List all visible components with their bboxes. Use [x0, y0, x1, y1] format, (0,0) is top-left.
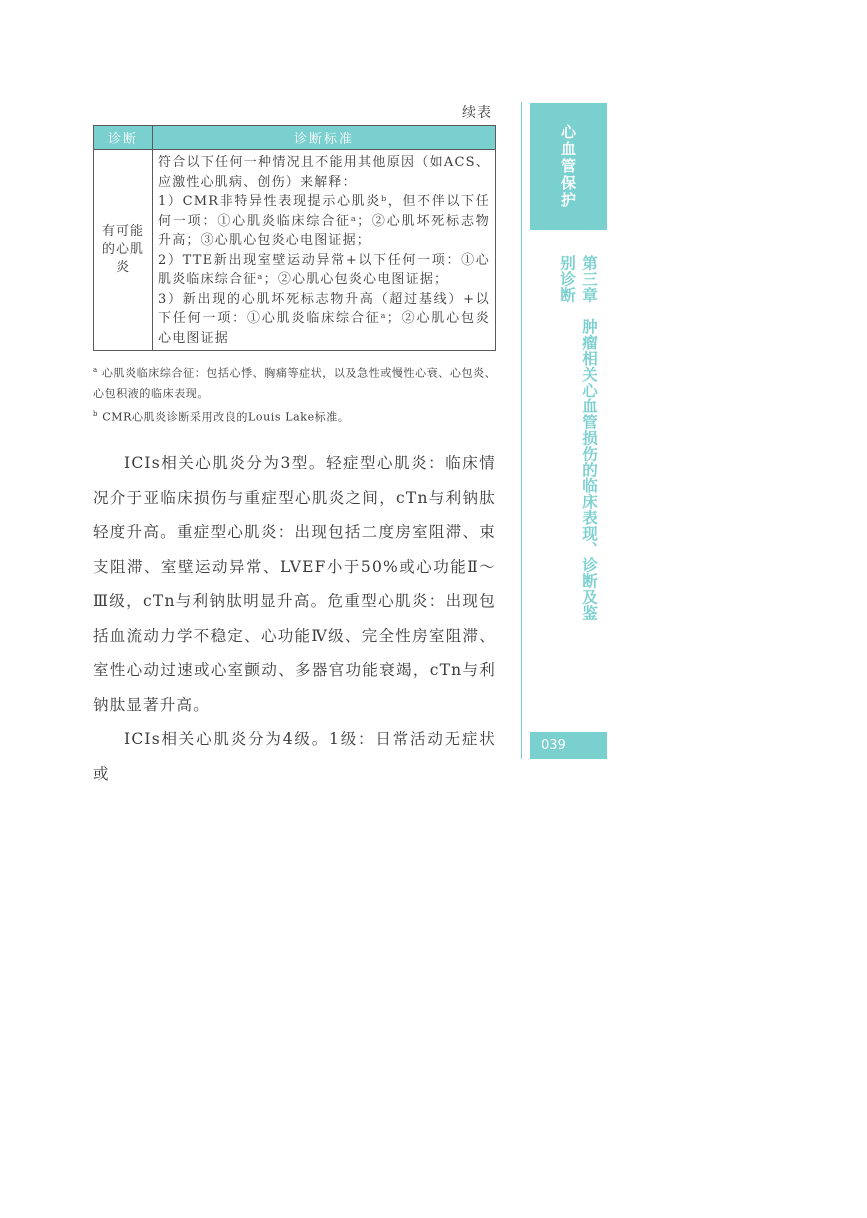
header-diagnosis: 诊断 — [94, 126, 153, 150]
criteria-item-1: 1）CMR非特异性表现提示心肌炎ᵇ，但不伴以下任何一项：①心肌炎临床综合征ᵃ；②心肌坏死标志物升高；③心肌心包炎心电图证据； — [158, 194, 490, 248]
footnote-b-marker: b — [93, 409, 99, 418]
chapter-title-text: 第三章 肿瘤相关心血管损伤的临床表现、诊断及鉴别诊断 — [558, 255, 598, 621]
section-tab — [530, 103, 607, 230]
page-number: 039 — [530, 732, 607, 759]
section-tab-label: 心血管保护 — [559, 124, 577, 209]
table-header-row — [94, 126, 496, 150]
chapter-title — [556, 255, 598, 635]
footnote-b-text: CMR心肌炎诊断采用改良的Louis Lake标准。 — [102, 410, 350, 424]
criteria-intro: 符合以下任何一种情况且不能用其他原因（如ACS、应激性心肌病、创伤）来解释： — [158, 155, 490, 190]
footnote-a — [93, 360, 498, 404]
row-category-cell — [94, 150, 153, 351]
body-text — [93, 446, 496, 791]
table-footnotes — [93, 360, 498, 427]
table-row — [94, 150, 496, 351]
diagnosis-table — [93, 125, 496, 351]
criteria-item-2: 2）TTE新出现室壁运动异常+以下任何一项：①心肌炎临床综合征ᵃ；②心肌心包炎心电图证据； — [158, 252, 490, 287]
footnote-a-marker: a — [93, 366, 98, 374]
continued-table-label: 续表 — [462, 105, 492, 121]
paragraph-myocarditis-grades: ICIs相关心肌炎分为4级。1级：日常活动无症状或 — [93, 730, 496, 783]
margin-divider — [521, 102, 522, 759]
paragraph-myocarditis-types: ICIs相关心肌炎分为3型。轻症型心肌炎：临床情况介于亚临床损伤与重症型心肌炎之间，cTn与利钠肽轻度升高。重症型心肌炎：出现包括二度房室阻滞、束支阻滞、室壁运动异常、LVEF小于50%或心功能Ⅱ～Ⅲ级，cTn与利钠肽明显升高。危重型心肌炎：出现包括血流动力学不稳定、心功能Ⅳ级、完全性房室阻滞、室性心动过速或心室颤动、多器官功能衰竭，cTn与利钠肽显著升高。 — [93, 454, 496, 714]
row-category: 有可能的心肌炎 — [101, 224, 144, 275]
row-criteria-cell — [153, 150, 496, 351]
footnote-a-text: 心肌炎临床综合征：包括心悸、胸痛等症状，以及急性或慢性心衰、心包炎、心包积液的临床表现。 — [93, 366, 497, 400]
criteria-item-3: 3）新出现的心肌坏死标志物升高（超过基线）+以下任何一项：①心肌炎临床综合征ᵃ；②心肌心包炎心电图证据 — [158, 291, 490, 346]
header-criteria: 诊断标准 — [153, 126, 496, 150]
footnote-b — [93, 404, 498, 428]
